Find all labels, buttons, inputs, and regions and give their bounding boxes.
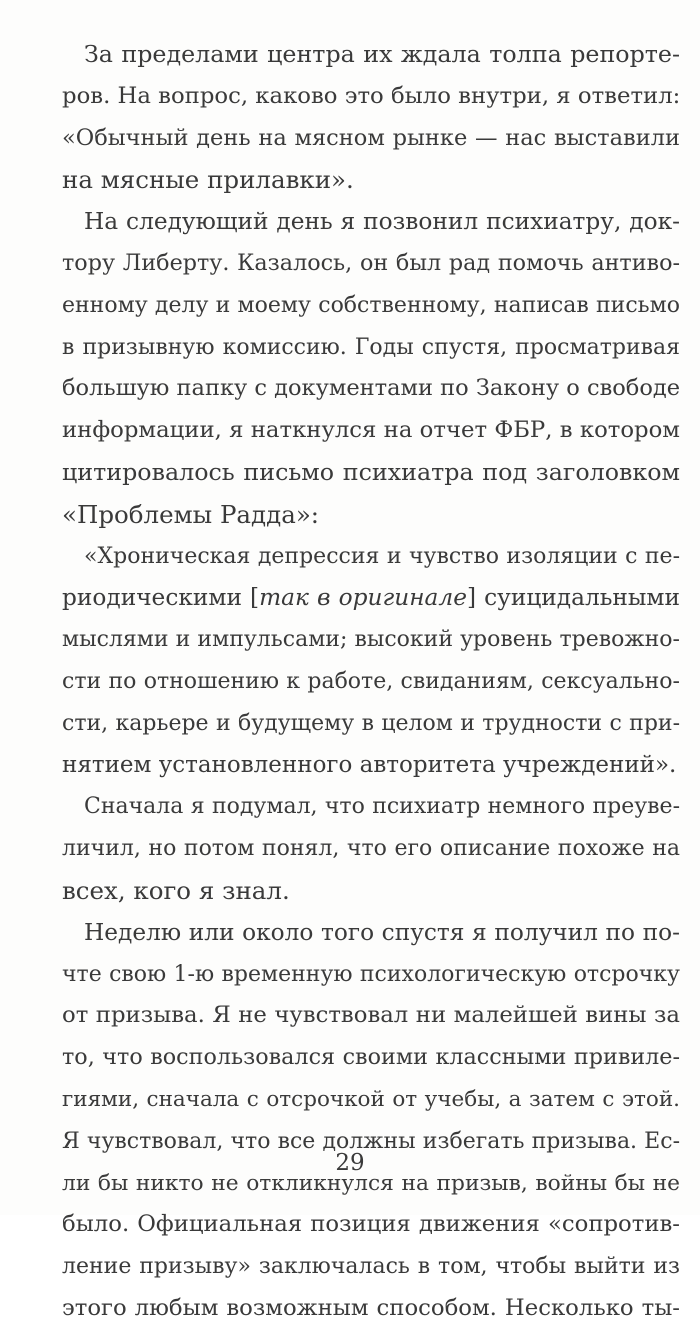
text-line: нятием установленного авторитета учреждений». [62, 751, 677, 778]
text-line: «Обычный день на мясном рынке — нас выставили [62, 124, 680, 151]
italic-note: так в оригинале [259, 584, 467, 612]
text-line: На следующий день я позвонил психиатру, док- [84, 208, 680, 236]
text-line: Неделю или около того спустя я получил по по- [84, 918, 680, 946]
text-line: «Проблемы Радда»: [62, 499, 320, 529]
text-line: ров. На вопрос, каково это было внутри, я ответил: [62, 82, 681, 109]
text-line: За пределами центра их ждала толпа репорте- [84, 40, 680, 68]
text-line: информации, я наткнулся на отчет ФБР, в котором [62, 417, 680, 444]
text-line: сти, карьере и будущему в целом и трудности с при- [62, 710, 680, 736]
paragraph [62, 34, 680, 201]
text-line: енному делу и моему собственному, написав письмо [62, 292, 680, 318]
text-line: «Хроническая депрессия и чувство изоляции с пе- [84, 543, 680, 569]
text-line: цитировалось письмо психиатра под заголовком [62, 457, 680, 486]
text-line: мыслями и импульсами; высокий уровень тревожно- [62, 627, 680, 653]
text-line: большую папку с документами по Закону о свободе [62, 375, 681, 402]
text-line: личил, но потом понял, что его описание похоже на [62, 836, 680, 862]
text-line: тору Либерту. Казалось, он был рад помочь антиво- [62, 249, 680, 276]
text-line: сти по отношению к работе, свиданиям, сексуально- [62, 668, 680, 694]
text-line: на мясные прилавки». [62, 165, 354, 195]
paragraph [62, 201, 680, 535]
text-line: в призывную комиссию. Годы спустя, просматривая [62, 334, 680, 360]
text-line: от призыва. Я не чувствовал ни малейшей вины за [62, 1002, 680, 1029]
text-line: было. Официальная позиция движения «сопротив- [62, 1211, 680, 1238]
text-line: этого любым возможным способом. Несколько ты- [62, 1294, 680, 1321]
text-line: гиями, сначала с отсрочкой от учебы, а затем с этой. [62, 1086, 680, 1112]
text-line: то, что воспользовался своими классными привиле- [62, 1044, 680, 1071]
text-line [62, 577, 680, 619]
text-line: Сначала я подумал, что психиатр немного преуве- [84, 794, 680, 820]
text-segment: риодическими [ [62, 584, 260, 612]
page-number: 29 [335, 1150, 365, 1176]
paragraph [62, 536, 680, 787]
text-line: ление призыву» заключалась в том, чтобы выйти из [62, 1254, 680, 1280]
text-line: всех, кого я знал. [62, 875, 290, 905]
text-line: ли бы никто не откликнулся на призыв, войны бы не [62, 1170, 680, 1196]
paragraph [62, 786, 680, 911]
paragraph [62, 912, 680, 1330]
text-line: чте свою 1-ю временную психологическую отсрочку [62, 961, 680, 987]
text-segment: ] суицидальными [466, 584, 680, 612]
text-line: Я чувствовал, что все должны избегать призыва. Ес- [62, 1128, 680, 1154]
body-text [62, 34, 680, 1330]
